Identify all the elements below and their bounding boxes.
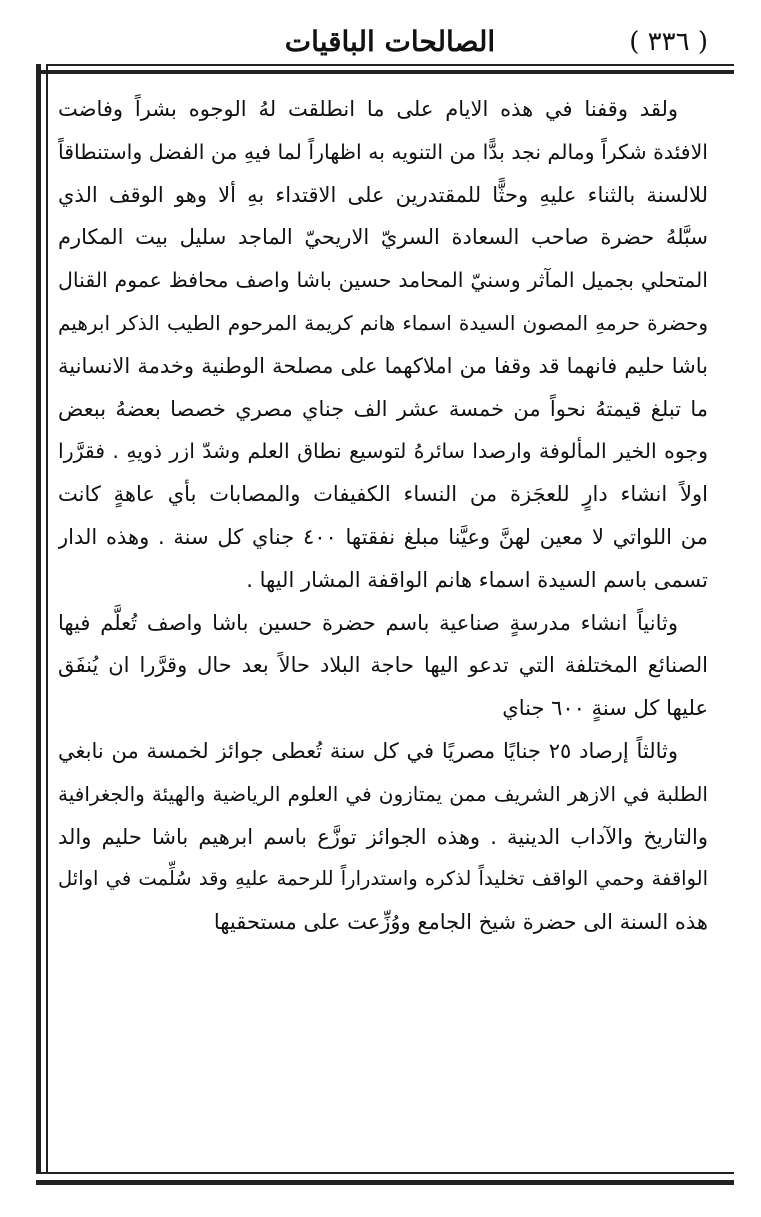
frame-left-rule-thick	[36, 64, 41, 1174]
text-line: الافئدة شكراً ومالم نجد بدًّا من التنويه به اظهاراً لما فيهِ من الفضل واستنطاقاً	[58, 139, 708, 164]
frame-top-rule-thin	[46, 64, 734, 66]
body-text	[58, 88, 708, 944]
page-header	[40, 22, 740, 62]
text-line: المتحلي بجميل المآثر وسنيّ المحامد حسين باشا واصف محافظ عموم القنال	[58, 268, 708, 293]
text-line: وحضرة حرمهِ المصون السيدة اسماء هانم كريمة المرحوم الطيب الذكر ابرهيم	[58, 310, 708, 335]
running-title: الصالحات الباقيات	[284, 25, 496, 58]
text-line: عليها كل سنةٍ ٦٠٠ جناي	[502, 696, 708, 721]
text-line: من اللواتي لا معين لهنَّ وعيَّنا مبلغ نفقتها ٤٠٠ جناي كل سنة . وهذه الدار	[58, 524, 708, 549]
text-line: ولقد وقفنا في هذه الايام على ما انطلقت لهُ الوجوه بشراً وفاضت	[58, 97, 678, 121]
text-line: اولاً انشاء دارٍ للعجَزة من النساء الكفيفات والمصابات بأي عاهةٍ كانت	[58, 482, 708, 507]
text-line: الطلبة في الازهر الشريف ممن يمتازون في العلوم الرياضية والهيئة والجغرافية	[58, 781, 708, 806]
text-line: وثالثاً إرصاد ٢٥ جنايًا مصريًا في كل سنة تُعطى جوائز لخمسة من نابغي	[58, 738, 678, 763]
text-line: وجوه الخير المألوفة وارصدا سائرهُ لتوسيع نطاق العلم وشدّ ازر ذويهِ . فقرَّرا	[58, 439, 708, 464]
frame-left-rule-thin	[46, 64, 48, 1174]
frame-bottom-rule-thin	[36, 1172, 734, 1174]
text-line: تسمى باسم السيدة اسماء هانم الواقفة المشار اليها .	[246, 567, 708, 592]
text-line: والتاريخ والآداب الدينية . وهذه الجوائز توزَّع باسم ابرهيم باشا حليم والد	[58, 824, 708, 849]
text-line: الواقفة وحمي الواقف تخليداً لذكره واستدراراً للرحمة عليهِ وقد سُلِّمت في اوائل	[58, 867, 708, 891]
frame-top-rule-thick	[36, 70, 734, 74]
text-line: للالسنة بالثناء عليهِ وحثًّا للمقتدرين على الاقتداء بهِ ألا وهو الوقف الذي	[58, 182, 708, 207]
page-number: ( ٣٣٦ )	[629, 27, 708, 57]
text-line: هذه السنة الى حضرة شيخ الجامع ووُزِّعت على مستحقيها	[213, 910, 708, 935]
text-line: باشا حليم فانهما قد وقفا من املاكهما على مصلحة الوطنية وخدمة الانسانية	[58, 353, 708, 378]
text-line: الصنائع المختلفة التي تدعو اليها حاجة البلاد حالاً بعد حال وقرَّرا ان يُنفَق	[58, 653, 708, 678]
text-line: ما تبلغ قيمتهُ نحواً من خمسة عشر الف جناي مصري خصصا بعضهُ ببعض	[58, 396, 708, 421]
frame-bottom-rule-thick	[36, 1180, 734, 1185]
text-line: سبَّلهُ حضرة صاحب السعادة السريّ الاريحيّ الماجد سليل بيت المكارم	[58, 225, 708, 250]
text-line: وثانياً انشاء مدرسةٍ صناعية باسم حضرة حسين باشا واصف تُعلَّم فيها	[58, 610, 678, 635]
